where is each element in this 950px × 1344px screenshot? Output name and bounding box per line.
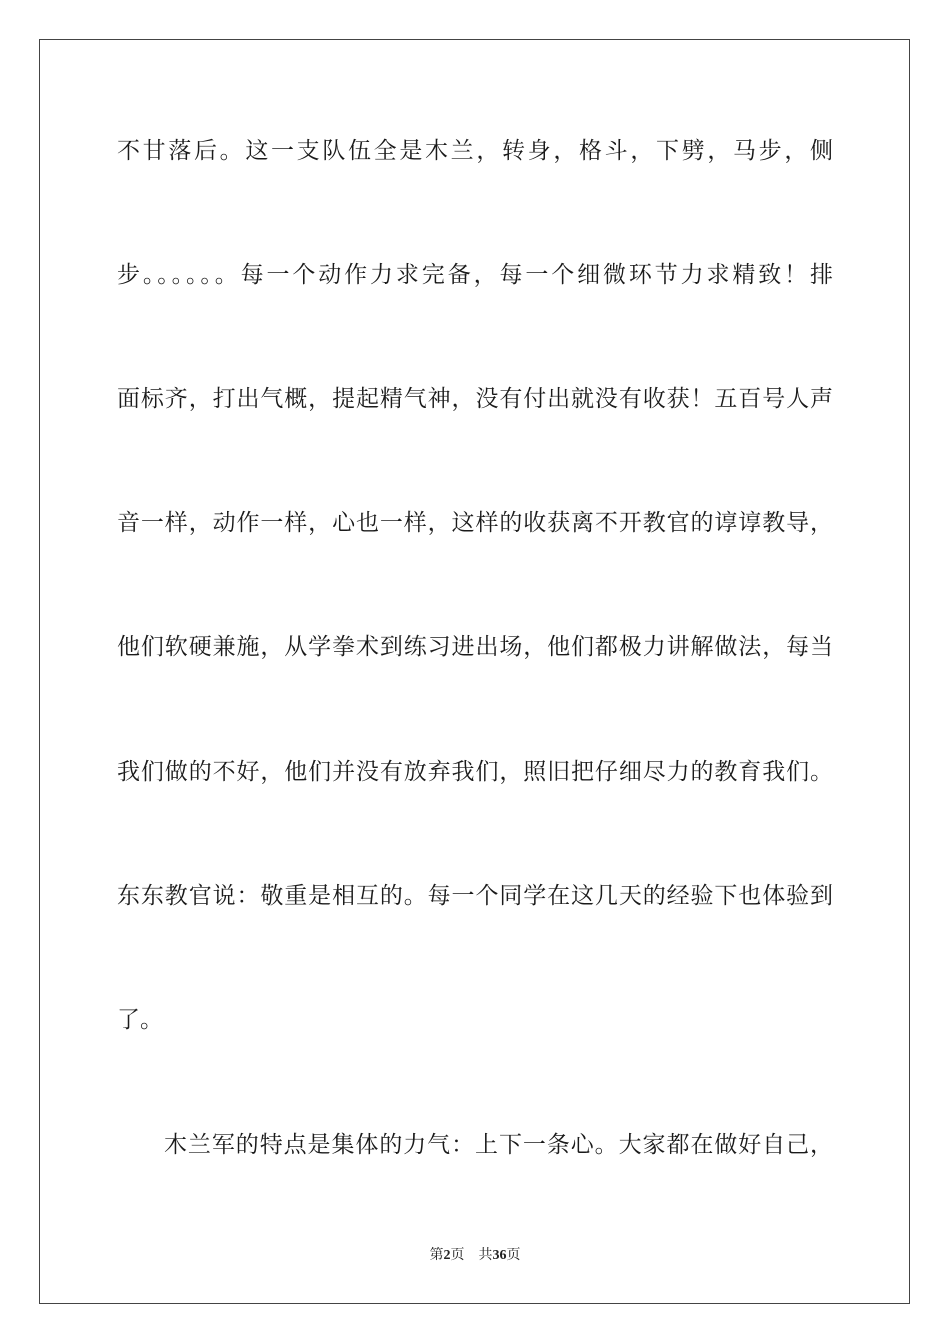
paragraph-line-6: 我们做的不好，他们并没有放弃我们，照旧把仔细尽力的教育我们。 [117,759,833,785]
paragraph-line-4: 音一样，动作一样，心也一样，这样的收获离不开教官的谆谆教导， [117,510,833,536]
paragraph-line-2: 步。。。。。。每一个动作力求完备，每一个细微环节力求精致！排 [117,262,833,288]
paragraph-line-1: 不甘落后。这一支队伍全是木兰，转身，格斗，下劈，马步，侧 [117,138,833,164]
paragraph-line-3: 面标齐，打出气概，提起精气神，没有付出就没有收获！五百号人声 [117,386,833,412]
page-footer [0,1246,950,1265]
paragraph-line-7: 东东教官说：敬重是相互的。每一个同学在这几天的经验下也体验到 [117,883,833,909]
paragraph-line-5: 他们软硬兼施，从学拳术到练习进出场，他们都极力讲解做法，每当 [117,634,833,660]
footer-total-prefix: 共 [478,1247,493,1263]
paragraph-line-8: 了。 [117,1007,163,1033]
footer-total-suffix: 页 [506,1247,521,1263]
page-border [39,39,910,1304]
footer-page-suffix: 页 [450,1247,465,1263]
paragraph-line-9: 木兰军的特点是集体的力气：上下一条心。大家都在做好自己， [164,1132,833,1158]
footer-total-pages: 36 [492,1248,507,1263]
footer-page-prefix: 第 [429,1247,444,1263]
footer-page-number: 2 [443,1248,451,1263]
